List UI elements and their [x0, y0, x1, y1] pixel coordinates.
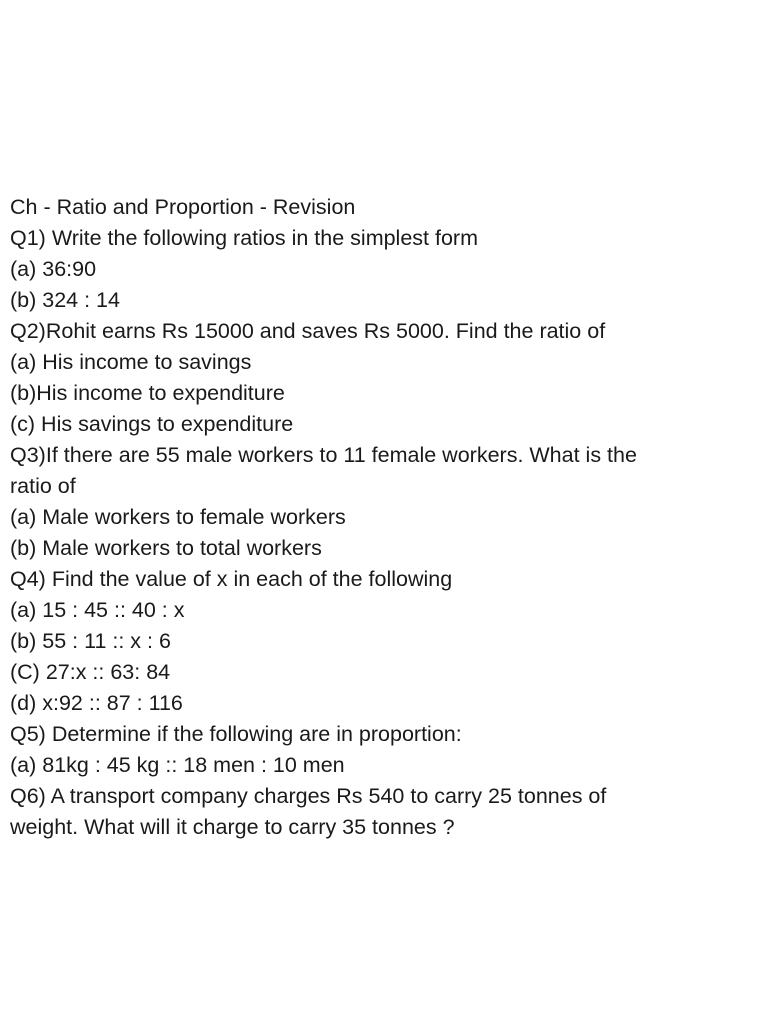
q6-question-line-2: weight. What will it charge to carry 35 tonnes ? — [10, 815, 455, 839]
q3-part-b: (b) Male workers to total workers — [10, 536, 322, 560]
q2-question: Q2)Rohit earns Rs 15000 and saves Rs 5000. Find the ratio of — [10, 319, 606, 343]
q4-part-d: (d) x:92 :: 87 : 116 — [10, 691, 183, 715]
q3-part-a: (a) Male workers to female workers — [10, 505, 346, 529]
q6-question-line-1: Q6) A transport company charges Rs 540 to carry 25 tonnes of — [10, 784, 607, 808]
q1-part-a: (a) 36:90 — [10, 257, 97, 281]
q2-part-c: (c) His savings to expenditure — [10, 412, 294, 436]
worksheet-title: Ch - Ratio and Proportion - Revision — [10, 195, 356, 219]
q5-question: Q5) Determine if the following are in proportion: — [10, 722, 462, 746]
q4-part-b: (b) 55 : 11 :: x : 6 — [10, 629, 171, 653]
q4-part-c: (C) 27:x :: 63: 84 — [10, 660, 171, 684]
q3-question-line-1: Q3)If there are 55 male workers to 11 female workers. What is the — [10, 443, 637, 467]
q3-question-line-2: ratio of — [10, 474, 76, 498]
q1-question: Q1) Write the following ratios in the simplest form — [10, 226, 478, 250]
q4-question: Q4) Find the value of x in each of the following — [10, 567, 453, 591]
q5-part-a: (a) 81kg : 45 kg :: 18 men : 10 men — [10, 753, 345, 777]
q1-part-b: (b) 324 : 14 — [10, 288, 120, 312]
q2-part-b: (b)His income to expenditure — [10, 381, 285, 405]
q2-part-a: (a) His income to savings — [10, 350, 252, 374]
q4-part-a: (a) 15 : 45 :: 40 : x — [10, 598, 185, 622]
worksheet-text — [10, 192, 740, 843]
